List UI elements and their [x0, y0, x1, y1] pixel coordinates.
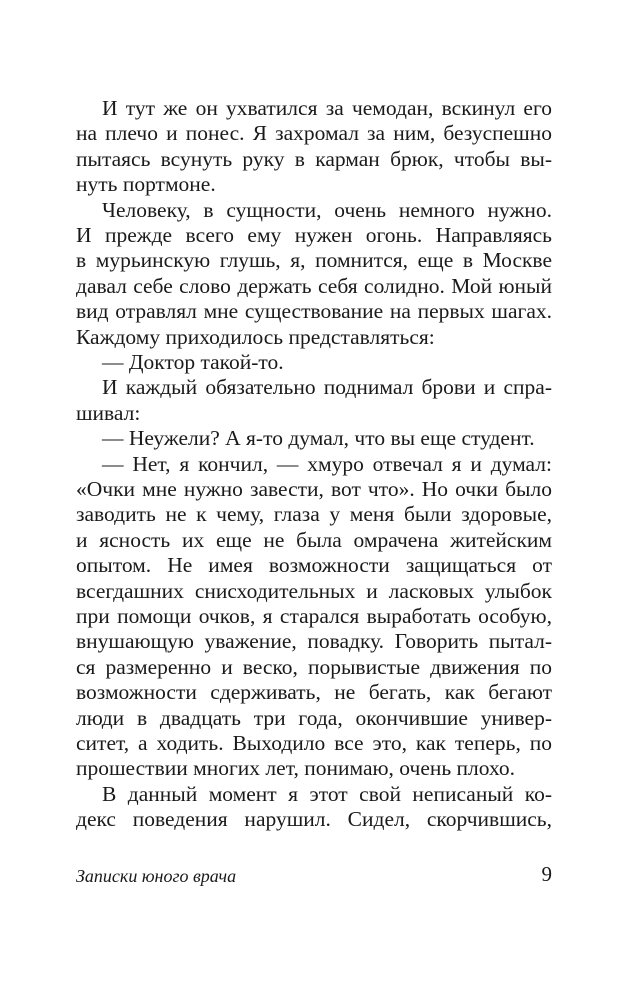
text-line: «Очки мне нужно завести, вот что». Но очки было: [76, 477, 552, 501]
text-line: шивал:: [76, 400, 141, 425]
text-line: внушающую уважение, повадку. Говорить пытал-: [76, 629, 552, 654]
text-line: давал себе слово держать себя солидно. Мой юный: [76, 273, 552, 298]
text-line: ся размеренно и веско, порывистые движения по: [76, 654, 552, 679]
text-line: — Неужели? А я-то думал, что вы еще студент.: [102, 426, 535, 451]
text-line: прошествии многих лет, понимаю, очень плохо.: [76, 756, 516, 781]
text-line: декс поведения нарушил. Сидел, скорчившись,: [76, 807, 552, 832]
text-line: И каждый обязательно поднимал брови и спра-: [102, 375, 552, 400]
text-line: при помощи очков, я старался выработать особую,: [76, 604, 552, 628]
text-line: И тут же он ухватился за чемодан, вскинул его: [102, 96, 552, 120]
page-number: 9: [541, 861, 552, 886]
text-line: возможности сдерживать, не бегать, как бегают: [76, 680, 552, 705]
text-line: нуть портмоне.: [76, 172, 216, 197]
text-line: ситет, а ходить. Выходило все это, как теперь, по: [76, 731, 552, 755]
text-line: вид отравлял мне существование на первых шагах.: [76, 299, 552, 324]
text-line: люди в двадцать три года, окончившие универ-: [76, 705, 552, 730]
text-line: — Нет, я кончил, — хмуро отвечал я и думал:: [102, 451, 552, 476]
text-line: опытом. Не имея возможности защищаться от: [76, 553, 552, 578]
text-line: пытаясь всунуть руку в карман брюк, чтобы вы-: [76, 146, 552, 171]
text-line: и ясность их еще не была омрачена житейским: [76, 527, 552, 552]
text-line: всегдашних снисходительных и ласковых улыбок: [76, 578, 552, 603]
text-line: — Доктор такой-то.: [102, 350, 284, 374]
text-line: В данный момент я этот свой неписаный ко-: [102, 781, 552, 806]
running-title: Записки юного врача: [76, 865, 237, 886]
text-line: в мурьинскую глушь, я, помнится, еще в Москве: [76, 248, 552, 273]
text-line: И прежде всего ему нужен огонь. Направляясь: [76, 223, 552, 247]
text-line: Каждому приходилось представляться:: [76, 324, 435, 349]
text-line: на плечо и понес. Я захромал за ним, безуспешно: [76, 121, 552, 146]
text-line: Человеку, в сущности, очень немного нужно.: [102, 197, 552, 222]
text-line: заводить не к чему, глаза у меня были здоровые,: [76, 502, 552, 527]
